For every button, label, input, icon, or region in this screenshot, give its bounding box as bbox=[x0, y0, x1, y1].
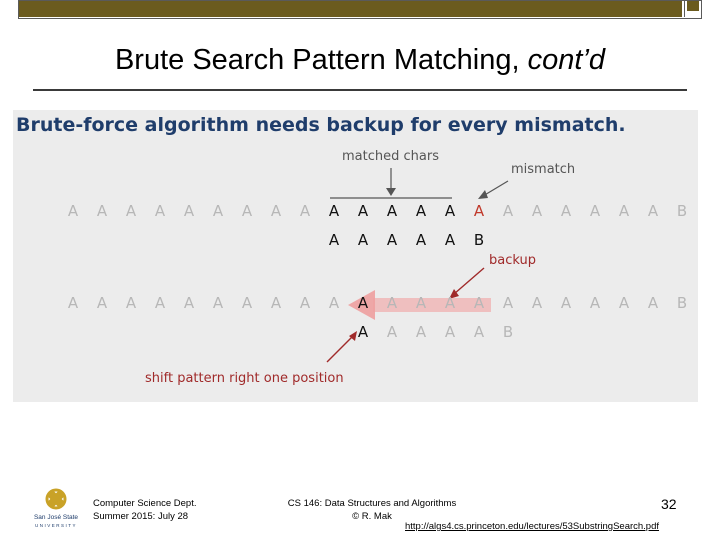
text-char: B bbox=[676, 202, 688, 220]
page-number: 32 bbox=[661, 496, 677, 512]
mismatch-arrow-shaft bbox=[483, 181, 508, 196]
text-char: A bbox=[241, 202, 253, 220]
text-char: A bbox=[125, 202, 137, 220]
source-link[interactable]: http://algs4.cs.princeton.edu/lectures/53SubstringSearch.pdf bbox=[405, 521, 660, 532]
text-char: A bbox=[473, 294, 485, 312]
text-char: A bbox=[96, 294, 108, 312]
text-char: A bbox=[328, 202, 340, 220]
text-char: A bbox=[589, 202, 601, 220]
text-char: A bbox=[357, 294, 369, 312]
text-char: A bbox=[531, 294, 543, 312]
text-char: A bbox=[67, 202, 79, 220]
text-char: A bbox=[531, 202, 543, 220]
text-char: A bbox=[299, 294, 311, 312]
slide-title-main: Brute Search Pattern Matching, bbox=[114, 44, 520, 76]
logo-text-1: San José State bbox=[33, 514, 79, 521]
text-char: B bbox=[676, 294, 688, 312]
text-char: A bbox=[183, 202, 195, 220]
text-char: A bbox=[589, 294, 601, 312]
text-char: A bbox=[647, 202, 659, 220]
text-char: A bbox=[415, 294, 427, 312]
text-char: A bbox=[444, 202, 456, 220]
top-decor-bar bbox=[18, 0, 702, 19]
text-char: A bbox=[560, 294, 572, 312]
text-char: A bbox=[502, 202, 514, 220]
footer-dept-line1: Computer Science Dept. bbox=[93, 498, 197, 509]
text-char: A bbox=[241, 294, 253, 312]
pattern-char: A bbox=[444, 323, 456, 341]
text-char: A bbox=[415, 202, 427, 220]
backup-label: backup bbox=[489, 253, 536, 268]
text-char: A bbox=[502, 294, 514, 312]
text-char: A bbox=[647, 294, 659, 312]
text-char: A bbox=[618, 294, 630, 312]
text-char: A bbox=[154, 202, 166, 220]
pattern-char: A bbox=[386, 323, 398, 341]
footer-course bbox=[282, 497, 462, 523]
text-char: A bbox=[270, 294, 282, 312]
text-char: A bbox=[386, 294, 398, 312]
pattern-char: A bbox=[473, 323, 485, 341]
text-char: A bbox=[357, 202, 369, 220]
footer-course-line2: © R. Mak bbox=[352, 511, 392, 522]
pattern-char: A bbox=[357, 231, 369, 249]
backup-arrow-shaft bbox=[454, 268, 484, 294]
title-rule bbox=[33, 89, 687, 91]
top-bar-corner bbox=[684, 1, 701, 17]
footer-dept-line2: Summer 2015: July 28 bbox=[93, 511, 189, 522]
pattern-char: A bbox=[415, 231, 427, 249]
text-char: A bbox=[444, 294, 456, 312]
pattern-char: A bbox=[328, 231, 340, 249]
text-char: A bbox=[618, 202, 630, 220]
algorithm-figure bbox=[13, 110, 698, 402]
pattern-char: A bbox=[415, 323, 427, 341]
text-char: A bbox=[125, 294, 137, 312]
pattern-char: A bbox=[444, 231, 456, 249]
text-char: A bbox=[67, 294, 79, 312]
matched-chars-label: matched chars bbox=[342, 149, 439, 164]
mismatch-arrow-head bbox=[478, 190, 488, 199]
shift-label: shift pattern right one position bbox=[145, 371, 344, 386]
pattern-char: A bbox=[357, 323, 369, 341]
logo-text-2: UNIVERSITY bbox=[34, 523, 78, 528]
university-logo bbox=[30, 487, 82, 531]
text-char: A bbox=[299, 202, 311, 220]
matched-arrow-head bbox=[386, 188, 396, 196]
pattern-char: B bbox=[502, 323, 514, 341]
text-char-mismatch: A bbox=[473, 202, 485, 220]
text-char: A bbox=[328, 294, 340, 312]
text-char: A bbox=[212, 294, 224, 312]
pattern-char: A bbox=[386, 231, 398, 249]
text-char: A bbox=[154, 294, 166, 312]
pattern-char: B bbox=[473, 231, 485, 249]
top-bar-fill bbox=[19, 1, 682, 17]
slide-title bbox=[0, 44, 720, 77]
text-char: A bbox=[270, 202, 282, 220]
figure-arrows bbox=[13, 110, 698, 402]
footer-dept bbox=[93, 497, 197, 523]
footer-course-line1: CS 146: Data Structures and Algorithms bbox=[287, 498, 457, 509]
text-char: A bbox=[183, 294, 195, 312]
mismatch-label: mismatch bbox=[511, 162, 576, 177]
shift-arrow-shaft bbox=[327, 336, 353, 362]
figure-heading: Brute-force algorithm needs backup for every mismatch. bbox=[16, 114, 626, 136]
text-char: A bbox=[560, 202, 572, 220]
slide-title-italic: cont’d bbox=[527, 44, 606, 76]
text-char: A bbox=[212, 202, 224, 220]
text-char: A bbox=[386, 202, 398, 220]
text-char: A bbox=[96, 202, 108, 220]
